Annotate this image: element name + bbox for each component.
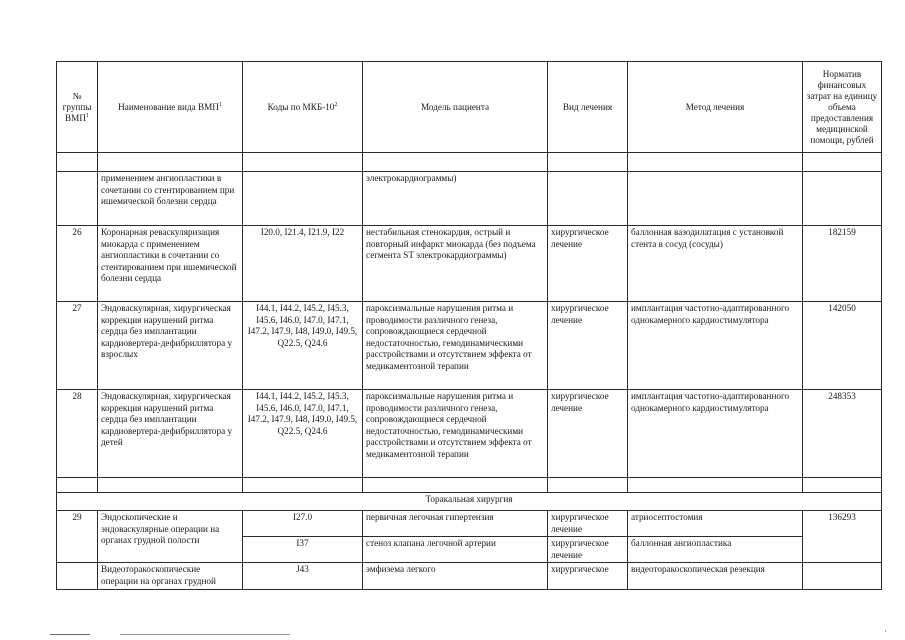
scan-artifact-line <box>120 634 290 635</box>
patient-model-cell: пароксизмальные нарушения ритма и проводимости различного генеза, сопровождающиеся сердечной недостаточностью, гемодинамическими расстройствами и отсутствием эффекта от медикаментозной терапии <box>363 390 548 478</box>
patient-model-cell: стеноз клапана легочной артерии <box>363 537 548 563</box>
header-cost-norm: Норматив финансовых затрат на единицу объема предоставления медицинской помощи, рублей <box>803 62 882 153</box>
table-row <box>57 563 882 589</box>
treatment-type-cell: хирургическое <box>548 563 628 589</box>
treatment-method-cell: баллонная вазодилатация с установкой стента в сосуд (сосуды) <box>628 226 803 302</box>
table-row <box>57 172 882 226</box>
vmp-name-cell: Эндоваскулярная, хирургическая коррекция нарушений ритма сердца без имплантации кардиовертера-дефибриллятора у взрослых <box>98 302 243 390</box>
treatment-method-cell: имплантация частотно-адаптированного однокамерного кардиостимулятора <box>628 302 803 390</box>
header-treatment-type: Вид лечения <box>548 62 628 153</box>
cost-cell: 136293 <box>803 511 882 563</box>
group-number-cell: 29 <box>57 511 98 563</box>
table-row <box>57 511 882 537</box>
icd-codes-cell: I27.0 <box>243 511 363 537</box>
vmp-name-cell: Эндоскопические и эндоваскулярные операции на органах грудной полости <box>98 511 243 563</box>
treatment-method-cell: имплантация частотно-адаптированного однокамерного кардиостимулятора <box>628 390 803 478</box>
table-row <box>57 302 882 390</box>
icd-codes-cell: I20.0, I21.4, I21.9, I22 <box>243 226 363 302</box>
patient-model-cell: электрокардиограммы) <box>363 172 548 226</box>
header-vmp-type-name: Наименование вида ВМП$^1$ <box>98 62 243 153</box>
icd-codes-cell: I44.1, I44.2, I45.2, I45.3, I45.6, I46.0, I47.0, I47.1, I47.2, I47.9, I48, I49.0, I49.5, Q22.5, Q24.6 <box>243 302 363 390</box>
group-number-cell: 28 <box>57 390 98 478</box>
table-row <box>57 226 882 302</box>
spacer-row <box>57 153 882 172</box>
header-treatment-method: Метод лечения <box>628 62 803 153</box>
header-row <box>57 62 882 153</box>
patient-model-cell: первичная легочная гипертензия <box>363 511 548 537</box>
header-patient-model: Модель пациента <box>363 62 548 153</box>
vmp-name-cell: Эндоваскулярная, хирургическая коррекция нарушений ритма сердца без имплантации кардиовертера-дефибриллятора у детей <box>98 390 243 478</box>
icd-codes-cell: J43 <box>243 563 363 589</box>
group-number-cell: 26 <box>57 226 98 302</box>
treatment-method-cell: баллонная ангиопластика <box>628 537 803 563</box>
treatment-type-cell: хирургическое лечение <box>548 302 628 390</box>
cost-cell: 182159 <box>803 226 882 302</box>
vmp-name-cell: Коронарная реваскуляризация миокарда с применением ангиопластики в сочетании со стентированием при ишемической болезни сердца <box>98 226 243 302</box>
patient-model-cell: пароксизмальные нарушения ритма и проводимости различного генеза, сопровождающиеся сердечной недостаточностью, гемодинамическими расстройствами и отсутствием эффекта от медикаментозной терапии <box>363 302 548 390</box>
vmp-name-cell: Видеоторакоскопические операции на органах грудной <box>98 563 243 589</box>
vmp-name-cell: применением ангиопластики в сочетании со стентированием при ишемической болезни сердца <box>98 172 243 226</box>
header-group-number: № группы ВМП$^1$ <box>57 62 98 153</box>
vmp-table <box>56 61 882 590</box>
treatment-method-cell: видеоторакоскопическая резекция <box>628 563 803 589</box>
header-icd-codes: Коды по МКБ-$10^2$ <box>243 62 363 153</box>
group-number-cell: 27 <box>57 302 98 390</box>
scan-artifact-mark: · <box>884 626 887 636</box>
table-row <box>57 390 882 478</box>
patient-model-cell: нестабильная стенокардия, острый и повторный инфаркт миокарда (без подъема сегмента ST электрокардиограммы) <box>363 226 548 302</box>
patient-model-cell: эмфизема легкого <box>363 563 548 589</box>
scan-artifact-line <box>50 634 90 635</box>
treatment-type-cell: хирургическое лечение <box>548 511 628 537</box>
icd-codes-cell: I44.1, I44.2, I45.2, I45.3, I45.6, I46.0, I47.0, I47.1, I47.2, I47.9, I48, I49.0, I49.5, Q22.5, Q24.6 <box>243 390 363 478</box>
treatment-type-cell: хирургическое лечение <box>548 537 628 563</box>
cost-cell: 142050 <box>803 302 882 390</box>
icd-codes-cell: I37 <box>243 537 363 563</box>
cost-cell: 248353 <box>803 390 882 478</box>
section-heading: Торакальная хирургия <box>57 493 882 511</box>
treatment-type-cell: хирургическое лечение <box>548 226 628 302</box>
spacer-row <box>57 478 882 493</box>
treatment-method-cell: атриосептостомия <box>628 511 803 537</box>
treatment-type-cell: хирургическое лечение <box>548 390 628 478</box>
section-row <box>57 493 882 511</box>
